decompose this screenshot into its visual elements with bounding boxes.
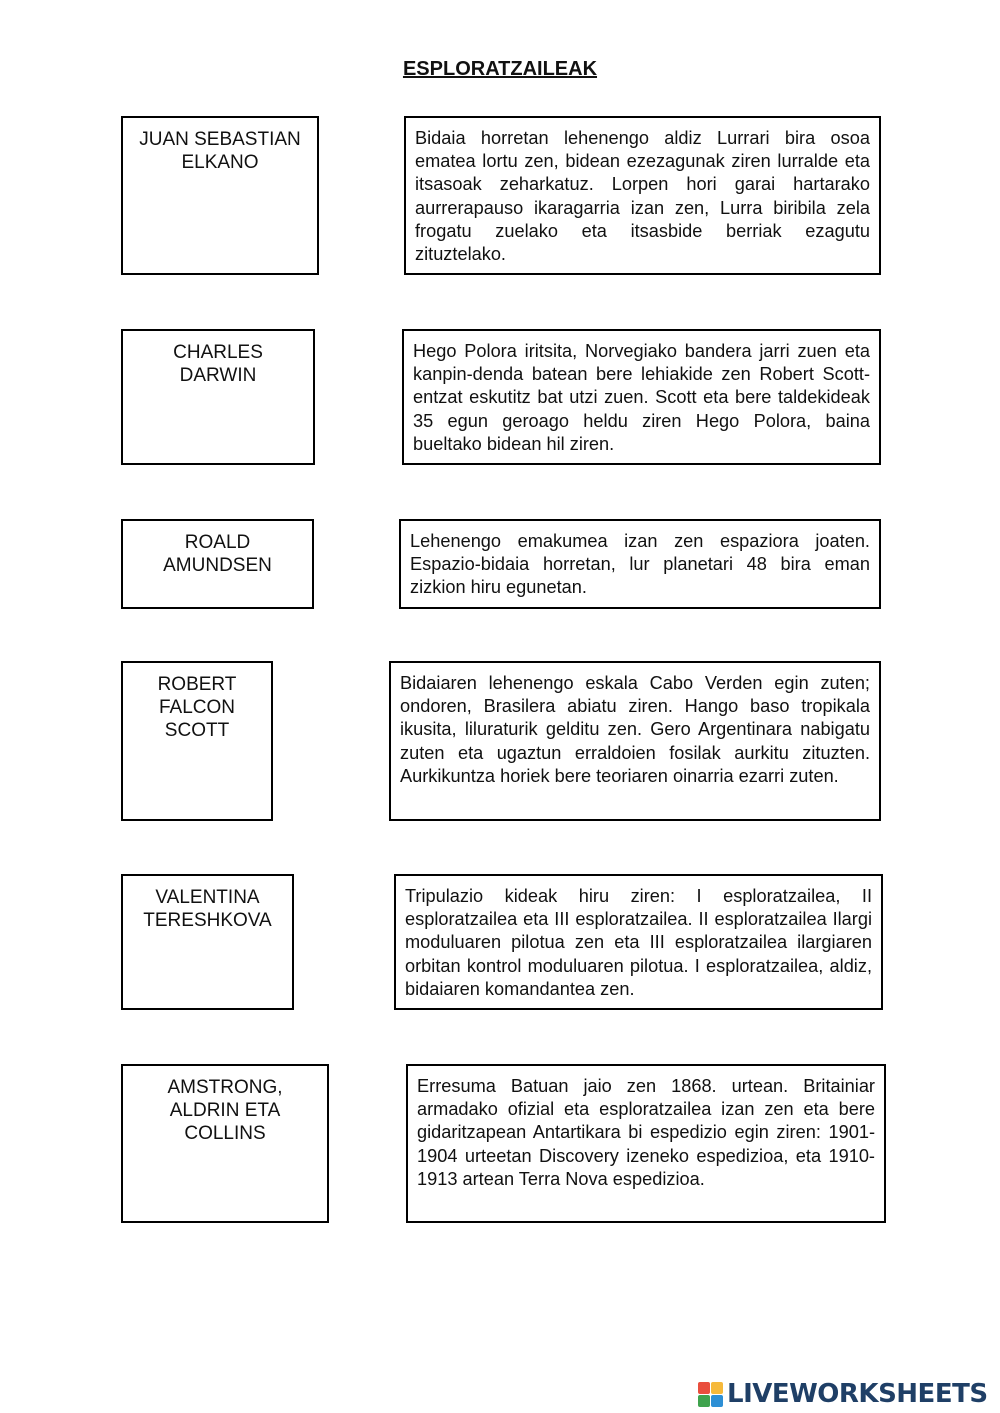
explorer-name-box[interactable] [121,661,273,821]
description-text: Lehenengo emakumea izan zen espaziora joaten. Espazio-bidaia horretan, lur planetari 48 bira eman zizkion hiru egunetan. [410,531,870,598]
description-box[interactable] [404,116,881,275]
description-box[interactable] [389,661,881,821]
explorer-name: VALENTINA TERESHKOVA [143,887,272,931]
description-box[interactable] [394,874,883,1010]
explorer-name-box[interactable] [121,874,294,1010]
logo-square-red [698,1382,710,1394]
explorer-name-box[interactable] [121,329,315,465]
explorer-name: AMSTRONG, ALDRIN ETA COLLINS [167,1077,283,1144]
description-text: Bidaiaren lehenengo eskala Cabo Verden egin zuten; ondoren, Brasilera abiatu ziren. Hango baso tropikala ikusita, liluraturik gelditu zen. Gero Argentinara nabigatu zuten eta ugaztun erraldoien fosilak aurkitu zituzten. Aurkikuntza horiek bere teoriaren oinarria ezarri zuten. [400,673,870,786]
explorer-name: JUAN SEBASTIAN ELKANO [139,129,301,173]
explorer-name: ROALD AMUNDSEN [163,532,272,576]
description-text: Bidaia horretan lehenengo aldiz Lurrari bira osoa ematea lortu zen, bidean ezezagunak ziren lurralde eta itsasoak zeharkatuz. Lorpen hori garai hartarako aurrerapauso ikaragarria izan zen, Lurra biribila zela frogatu zuelako eta itsasbide berriak ezagutu zituztelako. [415,128,870,265]
explorer-name: CHARLES DARWIN [173,342,263,386]
logo-square-green [698,1395,710,1407]
page-title: ESPLORATZAILEAK [402,58,598,80]
description-box[interactable] [402,329,881,465]
description-box[interactable] [406,1064,886,1223]
description-box[interactable] [399,519,881,609]
logo-square-yellow [711,1382,723,1394]
explorer-name-box[interactable] [121,519,314,609]
explorer-name-box[interactable] [121,1064,329,1223]
logo-text: LIVEWORKSHEETS [727,1379,988,1409]
description-text: Hego Polora iritsita, Norvegiako bandera jarri zuen eta kanpin-denda batean bere lehiakide zen Robert Scott-entzat eskutitz bat utzi zuen. Scott eta bere taldekideak 35 egun geroago heldu ziren Hego Polora, baina bueltako bidean hil ziren. [413,341,870,454]
explorer-name: ROBERT FALCON SCOTT [157,674,237,741]
explorer-name-box[interactable] [121,116,319,275]
liveworksheets-logo [698,1378,988,1410]
logo-square-blue [711,1395,723,1407]
logo-mark-icon [698,1382,723,1407]
description-text: Tripulazio kideak hiru ziren: I esploratzailea, II esploratzailea eta III esploratzailea. II esploratzailea Ilargi moduluaren pilotua zen eta III esploratzailea ilargiaren orbitan kontrol moduluaren pilotua. I esploratzailea, aldiz, bidaiaren komandantea zen. [405,886,872,999]
description-text: Erresuma Batuan jaio zen 1868. urtean. Britainiar armadako ofizial eta esploratzailea izan zen eta bere gidaritzapean Antartikara bi espedizio egin ziren: 1901-1904 urteetan Discovery izeneko espedizioa, eta 1910-1913 artean Terra Nova espedizioa. [417,1076,875,1189]
